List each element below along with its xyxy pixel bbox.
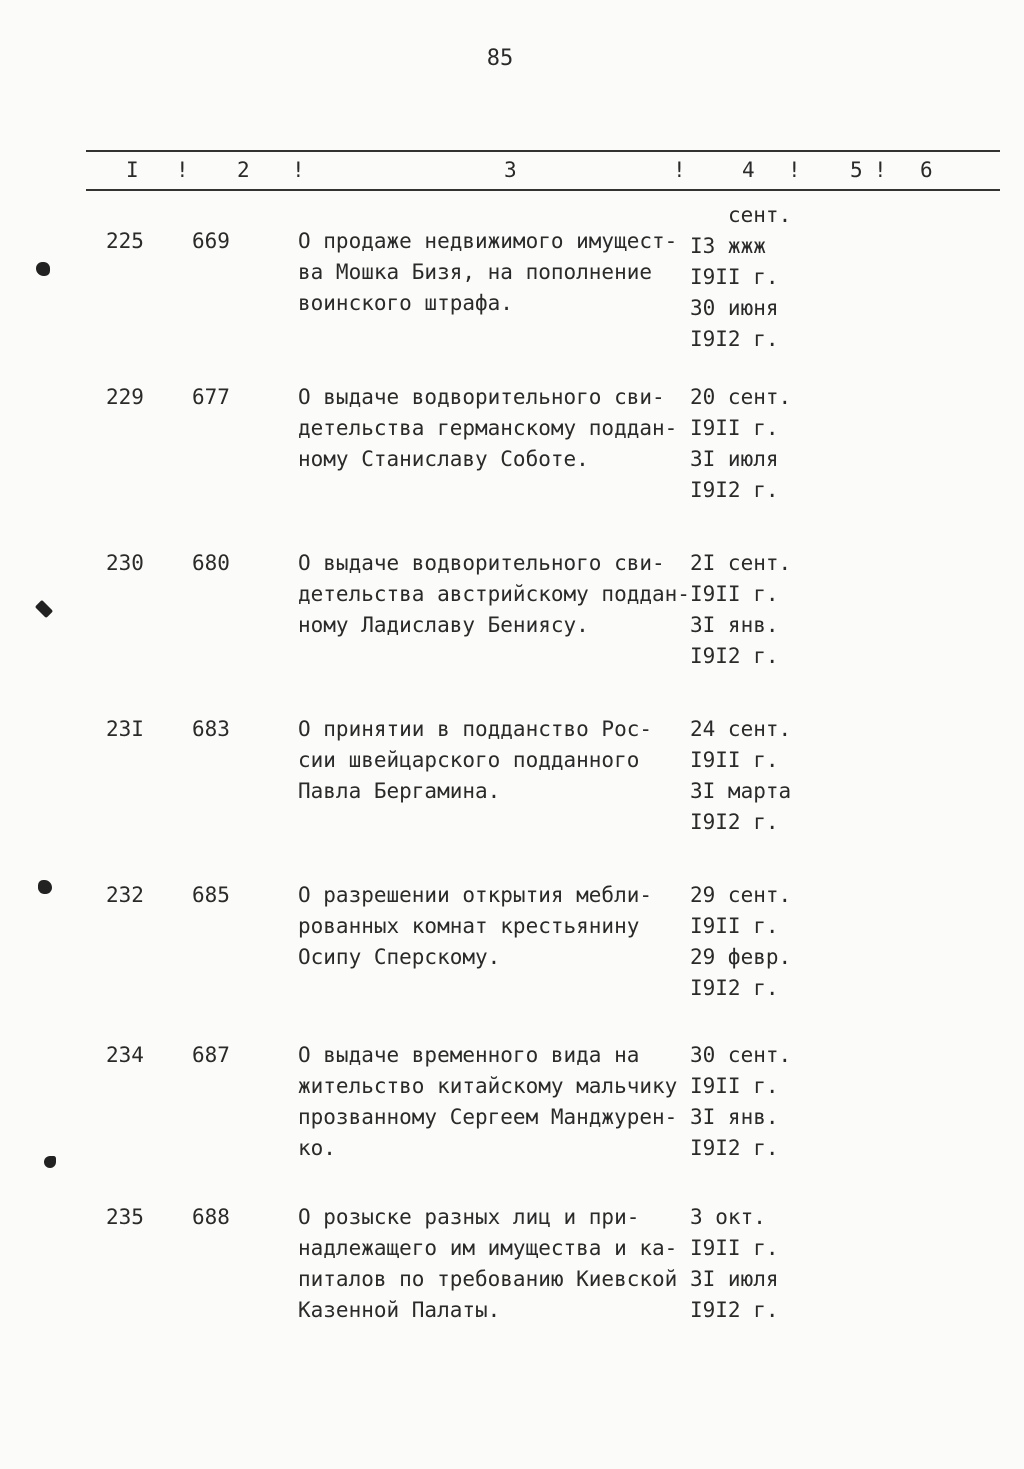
header-separator: ! — [673, 158, 686, 182]
record-number: 230 — [106, 551, 144, 575]
case-number: 687 — [192, 1043, 230, 1067]
case-number: 680 — [192, 551, 230, 575]
header-col-6: 6 — [920, 158, 933, 182]
header-col-2: 2 — [237, 158, 250, 182]
binding-hole-mark — [44, 1156, 56, 1168]
record-number: 23I — [106, 717, 144, 741]
header-col-4: 4 — [742, 158, 755, 182]
record-dates: 29 сент. I9II г. 29 февр. I9I2 г. — [690, 883, 792, 1000]
case-number: 677 — [192, 385, 230, 409]
header-rule-bottom — [86, 189, 1000, 191]
case-number: 685 — [192, 883, 230, 907]
record-description: О продаже недвижимого имущест- ва Мошка Бизя, на пополнение воинского штрафа. — [298, 229, 678, 315]
record-description: О выдаче водворительного сви- детельства германскому поддан- ному Станиславу Соботе. — [298, 385, 678, 471]
header-rule-top — [86, 150, 1000, 152]
record-description: О принятии в подданство Рос- сии швейцарского подданного Павла Бергамина. — [298, 717, 653, 803]
page-number: 85 — [486, 46, 514, 71]
binding-hole-mark — [38, 880, 52, 894]
header-separator: ! — [176, 158, 189, 182]
record-description: О розыске разных лиц и при- надлежащего им имущества и ка- питалов по требованию Киевской Казенной Палаты. — [298, 1205, 678, 1322]
case-number: 683 — [192, 717, 230, 741]
record-description: О выдаче водворительного сви- детельства австрийскому поддан- ному Ладиславу Бениясу. — [298, 551, 690, 637]
record-description: О разрешении открытия мебли- рованных комнат крестьянину Осипу Сперскому. — [298, 883, 653, 969]
record-dates: 30 сент. I9II г. 3I янв. I9I2 г. — [690, 1043, 792, 1160]
record-dates: 3 окт. I9II г. 3I июля I9I2 г. — [690, 1205, 779, 1322]
binding-hole-mark — [35, 600, 53, 618]
record-description: О выдаче временного вида на жительство китайскому мальчику прозванному Сергеем Манджурен- ко. — [298, 1043, 678, 1160]
record-number: 232 — [106, 883, 144, 907]
record-number: 225 — [106, 229, 144, 253]
header-separator: ! — [874, 158, 887, 182]
record-number: 229 — [106, 385, 144, 409]
case-number: 669 — [192, 229, 230, 253]
binding-hole-mark — [36, 262, 50, 276]
case-number: 688 — [192, 1205, 230, 1229]
header-col-5: 5 — [850, 158, 863, 182]
header-col-1: I — [126, 158, 139, 182]
header-separator: ! — [292, 158, 305, 182]
record-number: 235 — [106, 1205, 144, 1229]
record-dates: 2I сент. I9II г. 3I янв. I9I2 г. — [690, 551, 792, 668]
header-col-3: 3 — [504, 158, 517, 182]
header-separator: ! — [788, 158, 801, 182]
record-number: 234 — [106, 1043, 144, 1067]
record-dates: 20 сент. I9II г. 3I июля I9I2 г. — [690, 385, 792, 502]
record-dates: 24 сент. I9II г. 3I марта I9I2 г. — [690, 717, 792, 834]
record-dates: сент. I3 жжж I9II г. 30 июня I9I2 г. — [690, 203, 792, 351]
